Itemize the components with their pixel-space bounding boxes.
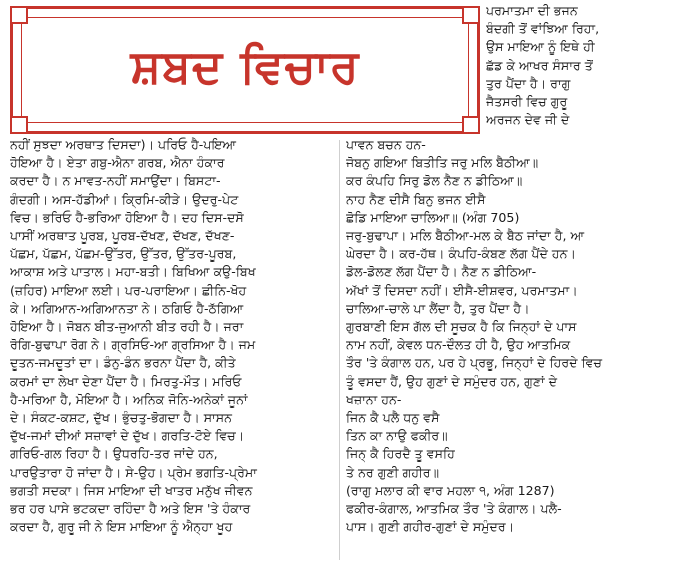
left-column: [10, 136, 336, 536]
text-line: ਤੁਰ ਪੈਂਦਾ ਹੈ। ਰਾਗੁ: [486, 75, 571, 91]
text-line: ਅੱਖਾਂ ਤੋਂ ਦਿਸਦਾ ਨਹੀਂ। ਈਸੈ-ਈਸ਼ਵਰ, ਪਰਮਾਤਮਾ।: [346, 282, 578, 298]
text-line: ਪਾਵਨ ਬਚਨ ਹਨ-: [346, 137, 426, 152]
text-line: ਪਾਸੀਂ ਅਰਥਾਤ ਪੂਰਬ, ਪੂਰਬ-ਦੱਖਣ, ਦੱਖਣ, ਦੱਖਣ-: [10, 228, 235, 244]
text-line: ਫਕੀਰ-ਕੰਗਾਲ, ਆਤਮਿਕ ਤੌਰ 'ਤੇ ਕੰਗਾਲ। ਪਲੈ-: [346, 501, 562, 517]
text-line: ਉਸ ਮਾਇਆ ਨੂੰ ਇਥੇ ਹੀ: [486, 39, 595, 55]
text-line: ਤੇ ਨਰ ਗੁਣੀ ਗਹੀਰ॥: [346, 464, 440, 480]
text-line: ਹੋਇਆ ਹੈ। ਜੋਬਨ ਬੀਤ-ਜੁਆਨੀ ਬੀਤ ਰਹੀ ਹੈ। ਜਰਾ: [10, 319, 244, 335]
text-line: ਰੋਗਿ-ਬੁਢਾਪਾ ਰੋਗ ਨੇ। ਗ੍ਰਸਿਓ-ਆ ਗ੍ਰਸਿਆ ਹੈ। ਜਮ: [10, 337, 256, 353]
text-line: ਭਗਤੀ ਸਦਕਾ। ਜਿਸ ਮਾਇਆ ਦੀ ਖਾਤਰ ਮਨੁੱਖ ਜੀਵਨ: [10, 482, 253, 498]
text-line: ਜਰੁ-ਬੁਢਾਪਾ। ਮਲਿ ਬੈਠੀਆ-ਮਲ ਕੇ ਬੈਠ ਜਾਂਦਾ ਹੈ, ਆ: [346, 228, 585, 244]
text-line: ਦੁੱਖ-ਜਮਾਂ ਦੀਆਂ ਸਜ਼ਾਵਾਂ ਦੇ ਦੁੱਖ। ਗਰਤਿ-ਟੋਏ ਵਿਚ।: [10, 428, 245, 444]
text-line: ਡੋਲ-ਡੋਲਣ ਲੱਗ ਪੈਂਦਾ ਹੈ। ਨੈਣ ਨ ਡੀਠਿਆ-: [346, 264, 537, 280]
text-line: ਜਿਨ ਕੈ ਪਲੈ ਧਨੁ ਵਸੈ: [346, 410, 440, 426]
text-line: ਕਰਮਾਂ ਦਾ ਲੇਖਾ ਦੇਣਾ ਪੈਂਦਾ ਹੈ। ਮਿਰਤੁ-ਮੌਤ। ਮਰਿਓ: [10, 373, 242, 389]
column-divider: [339, 140, 340, 560]
frame-corner-ornament: [462, 116, 480, 134]
text-line: ਜੋਬਨੁ ਗਇਆ ਬਿਤੀਤਿ ਜਰੁ ਮਲਿ ਬੈਠੀਆ॥: [346, 155, 539, 171]
text-line: ਦੇ। ਸੰਕਟ-ਕਸ਼ਟ, ਦੁੱਖ। ਭੁੰਚਤੁ-ਭੋਗਦਾ ਹੈ। ਸਾਸਨ: [10, 410, 233, 426]
text-line: ਪੱਛਮ, ਪੱਛਮ, ਪੱਛਮ-ਉੱਤਰ, ਉੱਤਰ, ਉੱਤਰ-ਪੂਰਬ,: [10, 246, 237, 262]
text-line: (ਜ਼ਹਿਰ) ਮਾਇਆ ਲਈ। ਪਰ-ਪਰਾਇਆ। ਛੀਨਿ-ਖੋਹ: [10, 282, 247, 298]
text-line: ਕਰਦਾ ਹੈ, ਗੁਰੂ ਜੀ ਨੇ ਇਸ ਮਾਇਆ ਨੂੰ ਐਨ੍ਹਾ ਖੂਹ: [10, 519, 233, 535]
text-line: ਤਿਨ ਕਾ ਨਾਉ ਫਕੀਰ॥: [346, 428, 448, 444]
text-line: ਅਰਜਨ ਦੇਵ ਜੀ ਦੇ: [486, 112, 570, 128]
text-line: ਕੇ। ਅਗਿਆਨ-ਅਗਿਆਨਤਾ ਨੇ। ਠਗਿਓ ਹੈ-ਠੱਗਿਆ: [10, 300, 244, 316]
title-frame: [10, 6, 480, 134]
text-line: ਪਾਸ। ਗੁਣੀ ਗਹੀਰ-ਗੁਣਾਂ ਦੇ ਸਮੁੰਦਰ।: [346, 519, 515, 535]
text-line: ਗੰਦਗੀ। ਅਸ-ਹੱਡੀਆਂ। ਕ੍ਰਿਮਿ-ਕੀੜੇ। ਉਦਰੁ-ਪੇਟ: [10, 191, 239, 207]
text-line: ਦੂਤਨ-ਜਮਦੂਤਾਂ ਦਾ। ਡੰਨੁ-ਡੰਨ ਭਰਨਾ ਪੈਂਦਾ ਹੈ, ਕੀਤੇ: [10, 355, 236, 371]
text-line: ਭਰ ਹਰ ਪਾਸੇ ਭਟਕਦਾ ਰਹਿੰਦਾ ਹੈ ਅਤੇ ਇਸ 'ਤੇ ਹੰਕਾਰ: [10, 501, 251, 517]
text-line: ਜੈਤਸਰੀ ਵਿਚ ਗੁਰੂ: [486, 94, 568, 110]
text-line: ਛੋਡਿ ਮਾਇਆ ਚਾਲਿਆ॥ (ਅੰਗ 705): [346, 209, 520, 225]
text-line: ਗਰਿਓ-ਗਲ ਰਿਹਾ ਹੈ। ਉਧਰਹਿ-ਤਰ ਜਾਂਦੇ ਹਨ,: [10, 446, 218, 462]
text-line: ਘੇਰਦਾ ਹੈ। ਕਰ-ਹੱਥ। ਕੰਪਹਿ-ਕੰਬਣ ਲੱਗ ਪੈਂਦੇ ਹਨ।: [346, 246, 577, 262]
text-line: ਤੌਰ 'ਤੇ ਕੰਗਾਲ ਹਨ, ਪਰ ਹੇ ਪ੍ਰਭੂ, ਜਿਨ੍ਹਾਂ ਦੇ ਹਿਰਦੇ ਵਿਚ: [346, 355, 602, 371]
text-line: ਆਕਾਸ਼ ਅਤੇ ਪਾਤਾਲ। ਮਹਾ-ਬਤੀ। ਬਿਖਿਆ ਕਉ-ਬਿਖ: [10, 264, 256, 280]
frame-corner-ornament: [10, 116, 28, 134]
text-line: ਜਿਨ੍ ਕੈ ਹਿਰਦੈ ਤੂ ਵਸਹਿ: [346, 446, 455, 462]
text-line: ਕਰਦਾ ਹੈ। ਨ ਮਾਵਤ-ਨਹੀਂ ਸਮਾਉਂਦਾ। ਬਿਸਟਾ-: [10, 173, 221, 189]
right-column: [346, 136, 672, 536]
text-line: ਨਾਹ ਨੈਣ ਦੀਸੈ ਬਿਨੁ ਭਜਨ ਈਸੈ: [346, 191, 486, 207]
frame-corner-ornament: [10, 6, 28, 24]
text-line: ਪਾਰਉਤਾਰਾ ਹੋ ਜਾਂਦਾ ਹੈ। ਸੇ-ਉਹ। ਪ੍ਰੇਮ ਭਗਤਿ-ਪ੍ਰੇਮਾ: [10, 464, 257, 480]
text-line: ਬੰਦਗੀ ਤੋਂ ਵਾਂਝਿਆ ਰਿਹਾ,: [486, 21, 600, 37]
text-line: ਤੂੰ ਵਸਦਾ ਹੈਂ, ਉਹ ਗੁਣਾਂ ਦੇ ਸਮੁੰਦਰ ਹਨ, ਗੁਣਾਂ ਦੇ: [346, 373, 558, 389]
top-right-column: [486, 2, 672, 129]
text-line: ਛੱਡ ਕੇ ਆਖਰ ਸੰਸਾਰ ਤੋਂ: [486, 57, 593, 73]
text-line: ਗੁਰਬਾਣੀ ਇਸ ਗੱਲ ਦੀ ਸੂਚਕ ਹੈ ਕਿ ਜਿਨ੍ਹਾਂ ਦੇ ਪਾਸ: [346, 319, 577, 335]
text-line: ਖਜ਼ਾਨਾ ਹਨ-: [346, 391, 402, 407]
text-line: ਚਾਲਿਆ-ਚਾਲੇ ਪਾ ਲੈਂਦਾ ਹੈ, ਤੁਰ ਪੈਂਦਾ ਹੈ।: [346, 300, 530, 316]
text-line: ਨਹੀਂ ਸੁਝਦਾ ਅਰਥਾਤ ਦਿਸਦਾ)। ਪਰਿਓ ਹੈ-ਪਇਆ: [10, 137, 237, 152]
text-line: (ਰਾਗੁ ਮਲਾਰ ਕੀ ਵਾਰ ਮਹਲਾ ੧, ਅੰਗ 1287): [346, 482, 555, 498]
frame-corner-ornament: [462, 6, 480, 24]
text-line: ਕਰ ਕੰਪਹਿ ਸਿਰੁ ਡੋਲ ਨੈਣ ਨ ਡੀਠਿਆ॥: [346, 173, 523, 189]
text-line: ਵਿਚ। ਭਰਿਓ ਹੈ-ਭਰਿਆ ਹੋਇਆ ਹੈ। ਦਹ ਦਿਸ-ਦਸੋ: [10, 209, 244, 225]
text-line: ਹੋਇਆ ਹੈ। ਏਤਾ ਗਬੁ-ਐਨਾ ਗਰਬ, ਐਨਾ ਹੰਕਾਰ: [10, 155, 225, 171]
text-line: ਨਾਮ ਨਹੀਂ, ਕੇਵਲ ਧਨ-ਦੌਲਤ ਹੀ ਹੈ, ਉਹ ਆਤਮਿਕ: [346, 337, 571, 353]
text-line: ਪਰਮਾਤਮਾ ਦੀ ਭਜਨ: [486, 3, 578, 18]
text-line: ਹੈ-ਮਰਿਆ ਹੈ, ਮੋਇਆ ਹੈ। ਅਨਿਕ ਜੋਨਿ-ਅਨੇਕਾਂ ਜੂਨਾਂ: [10, 391, 248, 407]
page-title: ਸ਼ਬਦ ਵਿਚਾਰ: [130, 39, 360, 93]
